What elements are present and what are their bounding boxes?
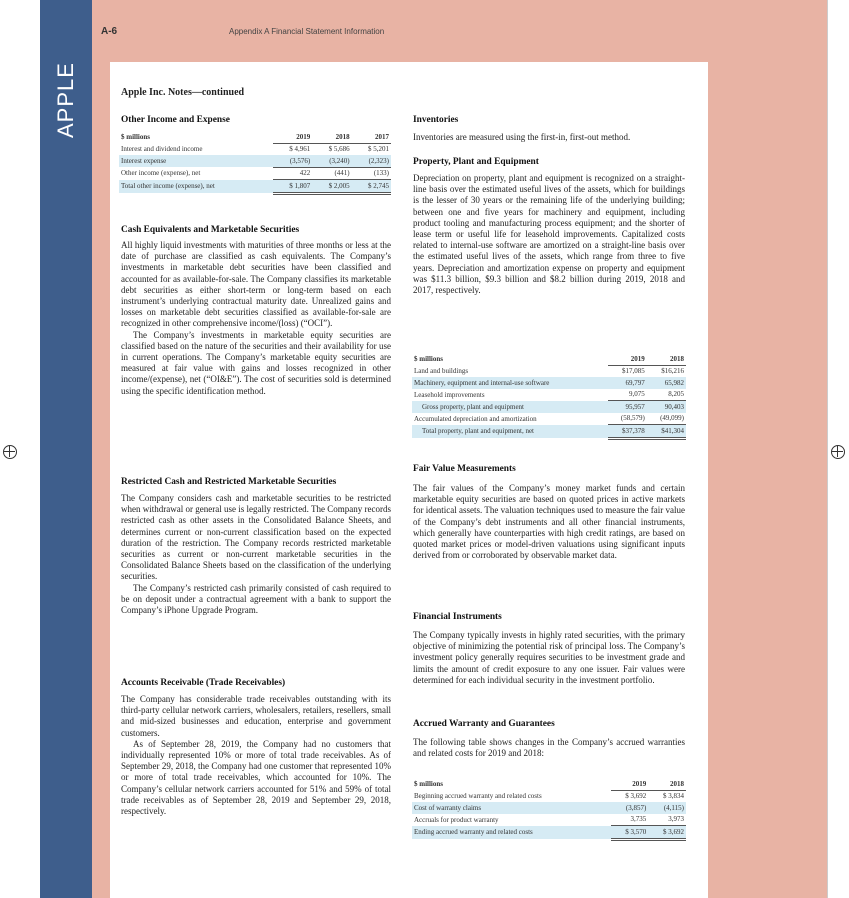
row-label: Total other income (expense), net	[119, 180, 273, 194]
cell: 8,205	[647, 389, 686, 401]
cell: $37,378	[608, 425, 647, 439]
section-heading-receivables: Accounts Receivable (Trade Receivables)	[121, 678, 286, 688]
table-row	[412, 365, 686, 377]
row-label: Interest expense	[119, 155, 273, 167]
cell: (2,323)	[352, 155, 391, 167]
cash-equivalents-text	[121, 240, 391, 397]
paragraph: Inventories are measured using the first-in, first-out method.	[413, 132, 631, 142]
row-label: Cost of warranty claims	[412, 802, 611, 814]
col-year: 2017	[352, 131, 391, 143]
cell: (58,579)	[608, 413, 647, 425]
section-heading-inventories: Inventories	[413, 115, 459, 125]
cell: 422	[273, 167, 312, 180]
table-unit: $ millions	[414, 780, 443, 788]
section-heading-ppe: Property, Plant and Equipment	[413, 157, 539, 167]
cell: (49,099)	[647, 413, 686, 425]
table-row	[412, 413, 686, 425]
table-row	[412, 425, 686, 439]
paragraph: All highly liquid investments with maturities of three months or less at the date of purchase are classified as cash equivalents. The Company’s investments in marketable debt securities have been classified and accounted for as available-for-sale. The Company classifies its marketable debt securities as either short-term or long-term based on each instrument’s underlying contractual maturity date. Unrealized gains and losses on marketable debt securities classified as available-for-sale are recognized in other comprehensive income/(loss) (“OCI”).	[121, 240, 391, 329]
table-row	[119, 180, 391, 194]
cell: 65,982	[647, 377, 686, 389]
cell: $ 3,692	[625, 792, 647, 801]
section-heading-cash-equivalents: Cash Equivalents and Marketable Securities	[121, 225, 300, 235]
cell: $ 1,807	[273, 180, 312, 194]
row-label: Accumulated depreciation and amortization	[414, 414, 537, 423]
cell: $ 5,201	[368, 145, 389, 154]
section-heading-warranty: Accrued Warranty and Guarantees	[413, 719, 555, 729]
cell: (3,240)	[312, 155, 351, 167]
row-label: Other income (expense), net	[121, 169, 201, 178]
running-header: Appendix A Financial Statement Information	[229, 27, 385, 36]
cell: 3,973	[648, 814, 686, 826]
table-row	[119, 167, 391, 180]
paragraph: The Company’s restricted cash primarily consisted of cash required to be on deposit under a contractual agreement with a bank to support the Company’s iPhone Upgrade Program.	[121, 582, 391, 616]
row-label: Land and buildings	[414, 367, 469, 375]
paragraph: The Company typically invests in highly rated securities, with the primary objective of minimizing the potential risk of principal loss. The Company’s investment policy generally requires securities to be investment grade and limits the amount of credit exposure to any one issuer. Fair values were determined for each individual security in the investment portfolio.	[413, 630, 685, 685]
cell: $17,085	[622, 367, 645, 376]
table-row	[412, 802, 686, 814]
paragraph: As of September 28, 2019, the Company had no customers that individually represented 10% or more of total trade receivables. As of September 29, 2018, the Company had one customer that represented 10% or more of total trade receivables, which accounted for 10%. The Company’s cellular network carriers accounted for 51% and 59% of total trade receivables as of September 28, 2019 and September 29, 2018, respectively.	[121, 738, 391, 817]
table-row	[119, 143, 391, 155]
fair-value-text	[413, 483, 685, 561]
paragraph: The Company has considerable trade receivables outstanding with its third-party cellular network carriers, wholesalers, retailers, resellers, small and mid-sized businesses and education, enterprise and government customers.	[121, 694, 391, 738]
row-label: Total property, plant and equipment, net	[412, 425, 608, 439]
cell: (4,115)	[648, 802, 686, 814]
row-label: Accruals for product warranty	[414, 815, 499, 824]
paragraph: The Company’s investments in marketable equity securities are classified based on the nature of the securities and their availability for use in current operations. The Company’s marketable equity securities are measured at fair value with gains and losses recognized in other income/(expense), net (“OI&E”). The cost of securities sold is determined using the specific identification method.	[121, 329, 391, 396]
col-year: 2018	[312, 131, 351, 143]
cell: $ 3,570	[611, 826, 649, 840]
section-heading-financial-instruments: Financial Instruments	[413, 612, 502, 622]
paragraph: The Company considers cash and marketable securities to be restricted when withdrawal or general use is legally restricted. The Company records restricted cash as other assets in the Consolidated Balance Sheets, and determines current or non-current classification based on the expected duration of the restriction. The Company records restricted marketable securities as current or non-current marketable securities in the Consolidated Balance Sheets based on the classification of the underlying securities.	[121, 493, 391, 582]
warranty-text	[413, 737, 685, 759]
notes-title: Apple Inc. Notes—continued	[121, 87, 245, 98]
row-label: Machinery, equipment and internal-use software	[412, 377, 608, 389]
col-year: 2019	[608, 353, 647, 365]
section-heading-fair-value: Fair Value Measurements	[413, 464, 516, 474]
col-year: 2019	[273, 131, 312, 143]
receivables-text	[121, 694, 391, 817]
cell: 69,797	[608, 377, 647, 389]
paragraph: Depreciation on property, plant and equipment is recognized on a straight-line basis over the estimated useful lives of the assets, which for buildings is the lesser of 30 years or the remaining life of the underlying building; between one and five years for machinery and equipment, including product tooling and manufacturing process equipment; and the shorter of lease term or useful life for leasehold improvements. Capitalized costs related to internal-use software are amortized on a straight-line basis over the estimated useful lives of the assets, which range from three to five years. Depreciation and amortization expense on property and equipment was $11.3 billion, $9.3 billion and $8.2 billion during 2019, 2018 and 2017, respectively.	[413, 173, 685, 296]
cell: (3,576)	[273, 155, 312, 167]
table-row	[412, 814, 686, 826]
table-row	[412, 826, 686, 840]
cell: 95,957	[608, 401, 647, 413]
cell: $ 5,686	[328, 145, 350, 154]
cell: 90,403	[647, 401, 686, 413]
cell: $ 3,692	[648, 826, 686, 840]
cell: 3,735	[611, 814, 649, 826]
ppe-table	[412, 353, 686, 440]
other-income-table	[119, 131, 391, 195]
table-row	[412, 790, 686, 802]
row-label: Gross property, plant and equipment	[412, 401, 608, 413]
section-heading-other-income: Other Income and Expense	[121, 115, 230, 125]
col-year: 2018	[648, 778, 686, 790]
table-unit: $ millions	[121, 133, 150, 141]
row-label: Interest and dividend income	[121, 145, 203, 153]
paragraph: The following table shows changes in the Company’s accrued warranties and related costs for 2019 and 2018:	[413, 737, 685, 759]
ppe-text	[413, 173, 685, 296]
warranty-table	[412, 778, 686, 841]
cell: $ 2,745	[352, 180, 391, 194]
restricted-cash-text	[121, 493, 391, 616]
row-label: Leasehold improvements	[414, 390, 485, 399]
cell: (133)	[352, 167, 391, 180]
row-label: Ending accrued warranty and related costs	[412, 826, 611, 840]
table-row	[412, 401, 686, 413]
cell: $ 4,961	[289, 145, 311, 154]
col-year: 2018	[647, 353, 686, 365]
paragraph: The fair values of the Company’s money market funds and certain marketable equity securities are based on quoted prices in active markets for identical assets. The valuation techniques used to measure the fair value of the Company’s debt instruments and all other financial instruments, which generally have counterparties with high credit ratings, are based on quoted market prices or model-driven valuations using significant inputs derived from or corroborated by observable market data.	[413, 483, 685, 561]
section-heading-restricted-cash: Restricted Cash and Restricted Marketable Securities	[121, 477, 337, 487]
row-label: Beginning accrued warranty and related costs	[414, 792, 542, 800]
side-label: APPLE	[53, 62, 78, 138]
cell: $ 2,005	[312, 180, 351, 194]
cell: 9,075	[608, 389, 647, 401]
page-number: A-6	[101, 26, 118, 37]
table-unit: $ millions	[414, 355, 443, 363]
cell: (3,857)	[611, 802, 649, 814]
inventories-text	[413, 132, 685, 143]
col-year: 2019	[611, 778, 649, 790]
table-row	[412, 377, 686, 389]
table-row	[119, 155, 391, 167]
cell: $ 3,834	[663, 792, 684, 801]
financial-instruments-text	[413, 630, 685, 686]
cell: (441)	[312, 167, 351, 180]
registration-mark-icon	[831, 445, 845, 459]
cell: $41,304	[647, 425, 686, 439]
cell: $16,216	[661, 367, 684, 376]
registration-mark-icon	[3, 445, 17, 459]
table-row	[412, 389, 686, 401]
